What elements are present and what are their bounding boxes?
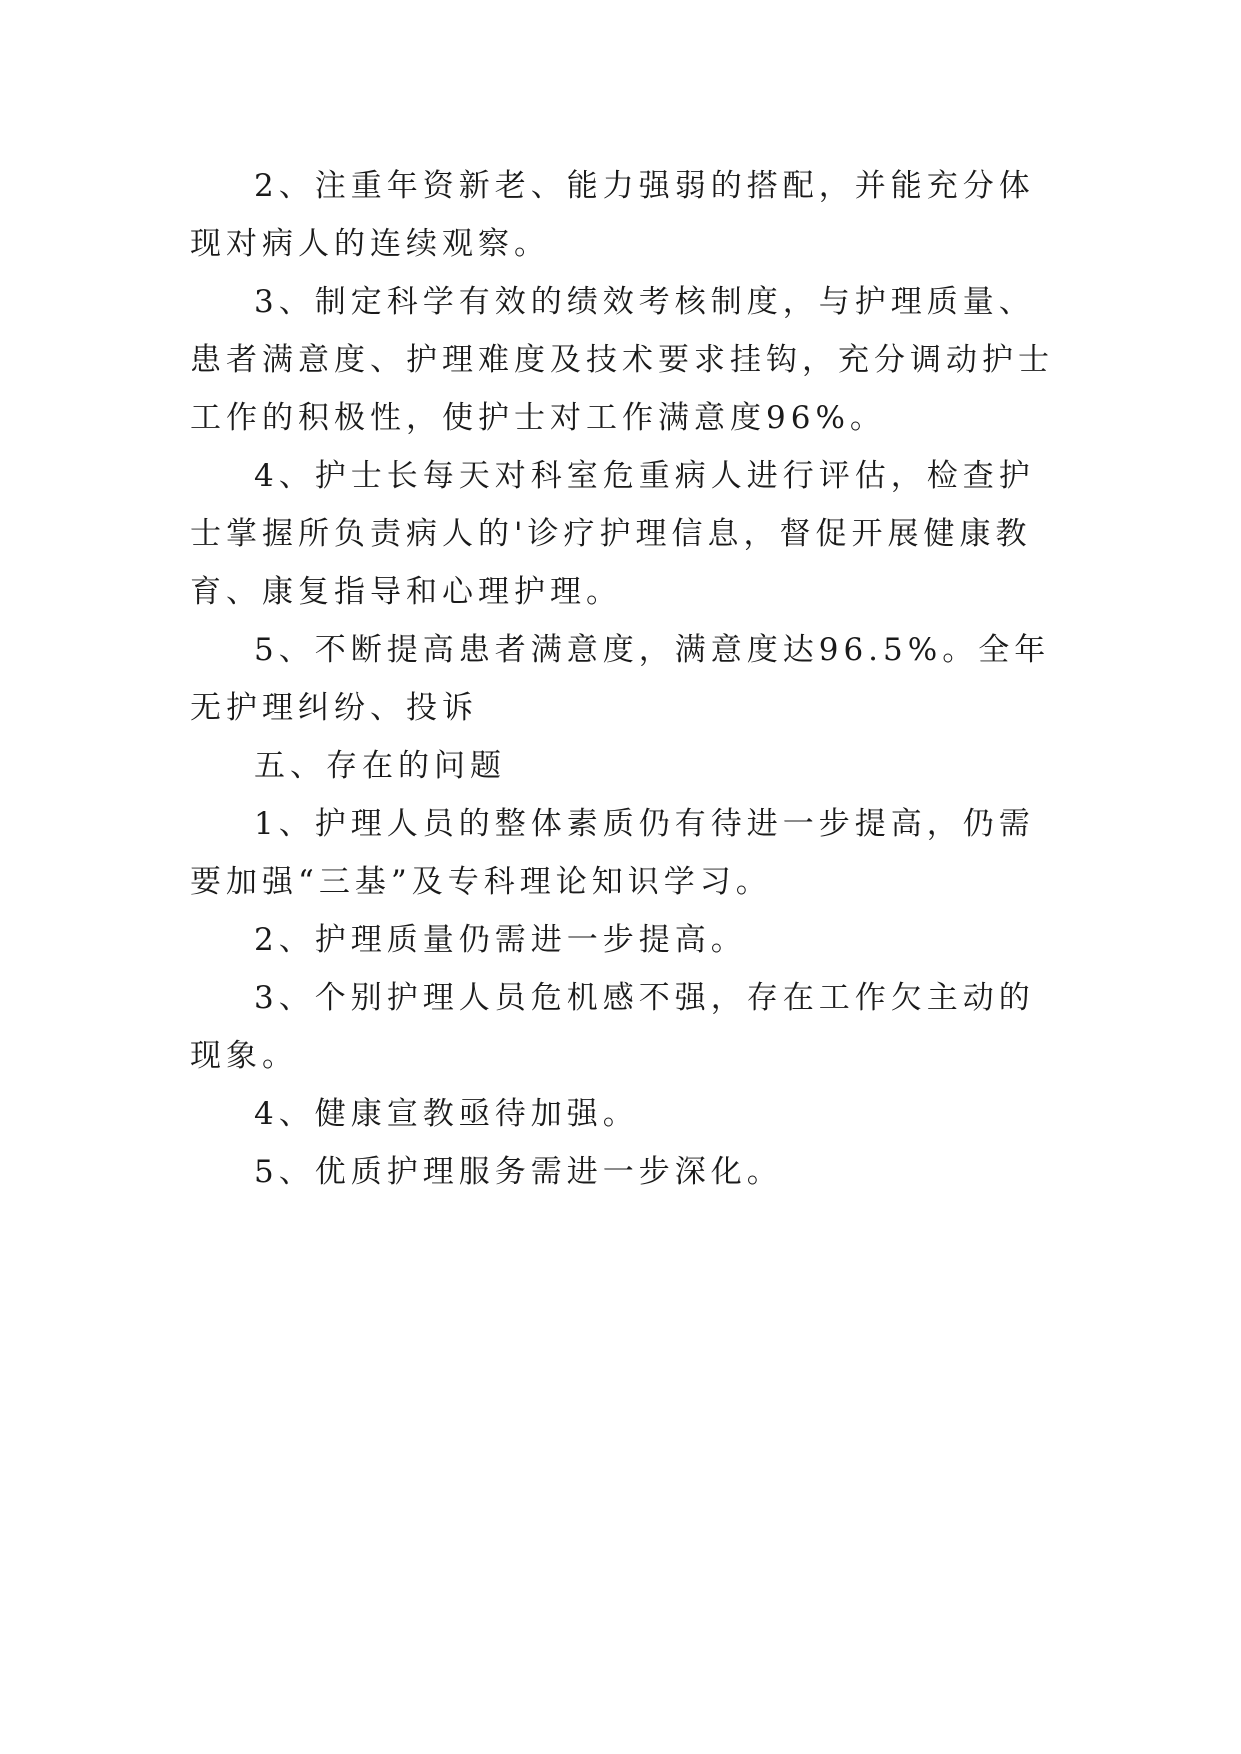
paragraph-problem-1: 1、护理人员的整体素质仍有待进一步提高，仍需要加强“三基”及专科理论知识学习。: [190, 806, 1035, 900]
paragraph-problem-5: 5、优质护理服务需进一步深化。: [254, 1154, 783, 1190]
paragraph-problem-4: 4、健康宣教亟待加强。: [254, 1096, 639, 1132]
paragraph-problem-2: 2、护理质量仍需进一步提高。: [254, 922, 747, 958]
paragraph-patient-satisfaction: 5、不断提高患者满意度，满意度达96.5%。全年无护理纠纷、投诉: [190, 632, 1051, 726]
paragraph-head-nurse-assessment: 4、护士长每天对科室危重病人进行评估，检查护士掌握所负责病人的'诊疗护理信息，督促开展健康教育、康复指导和心理护理。: [190, 458, 1035, 610]
paragraph-problem-3: 3、个别护理人员危机感不强，存在工作欠主动的现象。: [190, 980, 1035, 1074]
section-heading-problems: 五、存在的问题: [254, 748, 506, 784]
document-body: [190, 157, 1060, 1201]
paragraph-staffing-mix: 2、注重年资新老、能力强弱的搭配，并能充分体现对病人的连续观察。: [190, 168, 1035, 262]
paragraph-performance-appraisal: 3、制定科学有效的绩效考核制度，与护理质量、患者满意度、护理难度及技术要求挂钩，充分调动护士工作的积极性，使护士对工作满意度96%。: [190, 284, 1054, 436]
